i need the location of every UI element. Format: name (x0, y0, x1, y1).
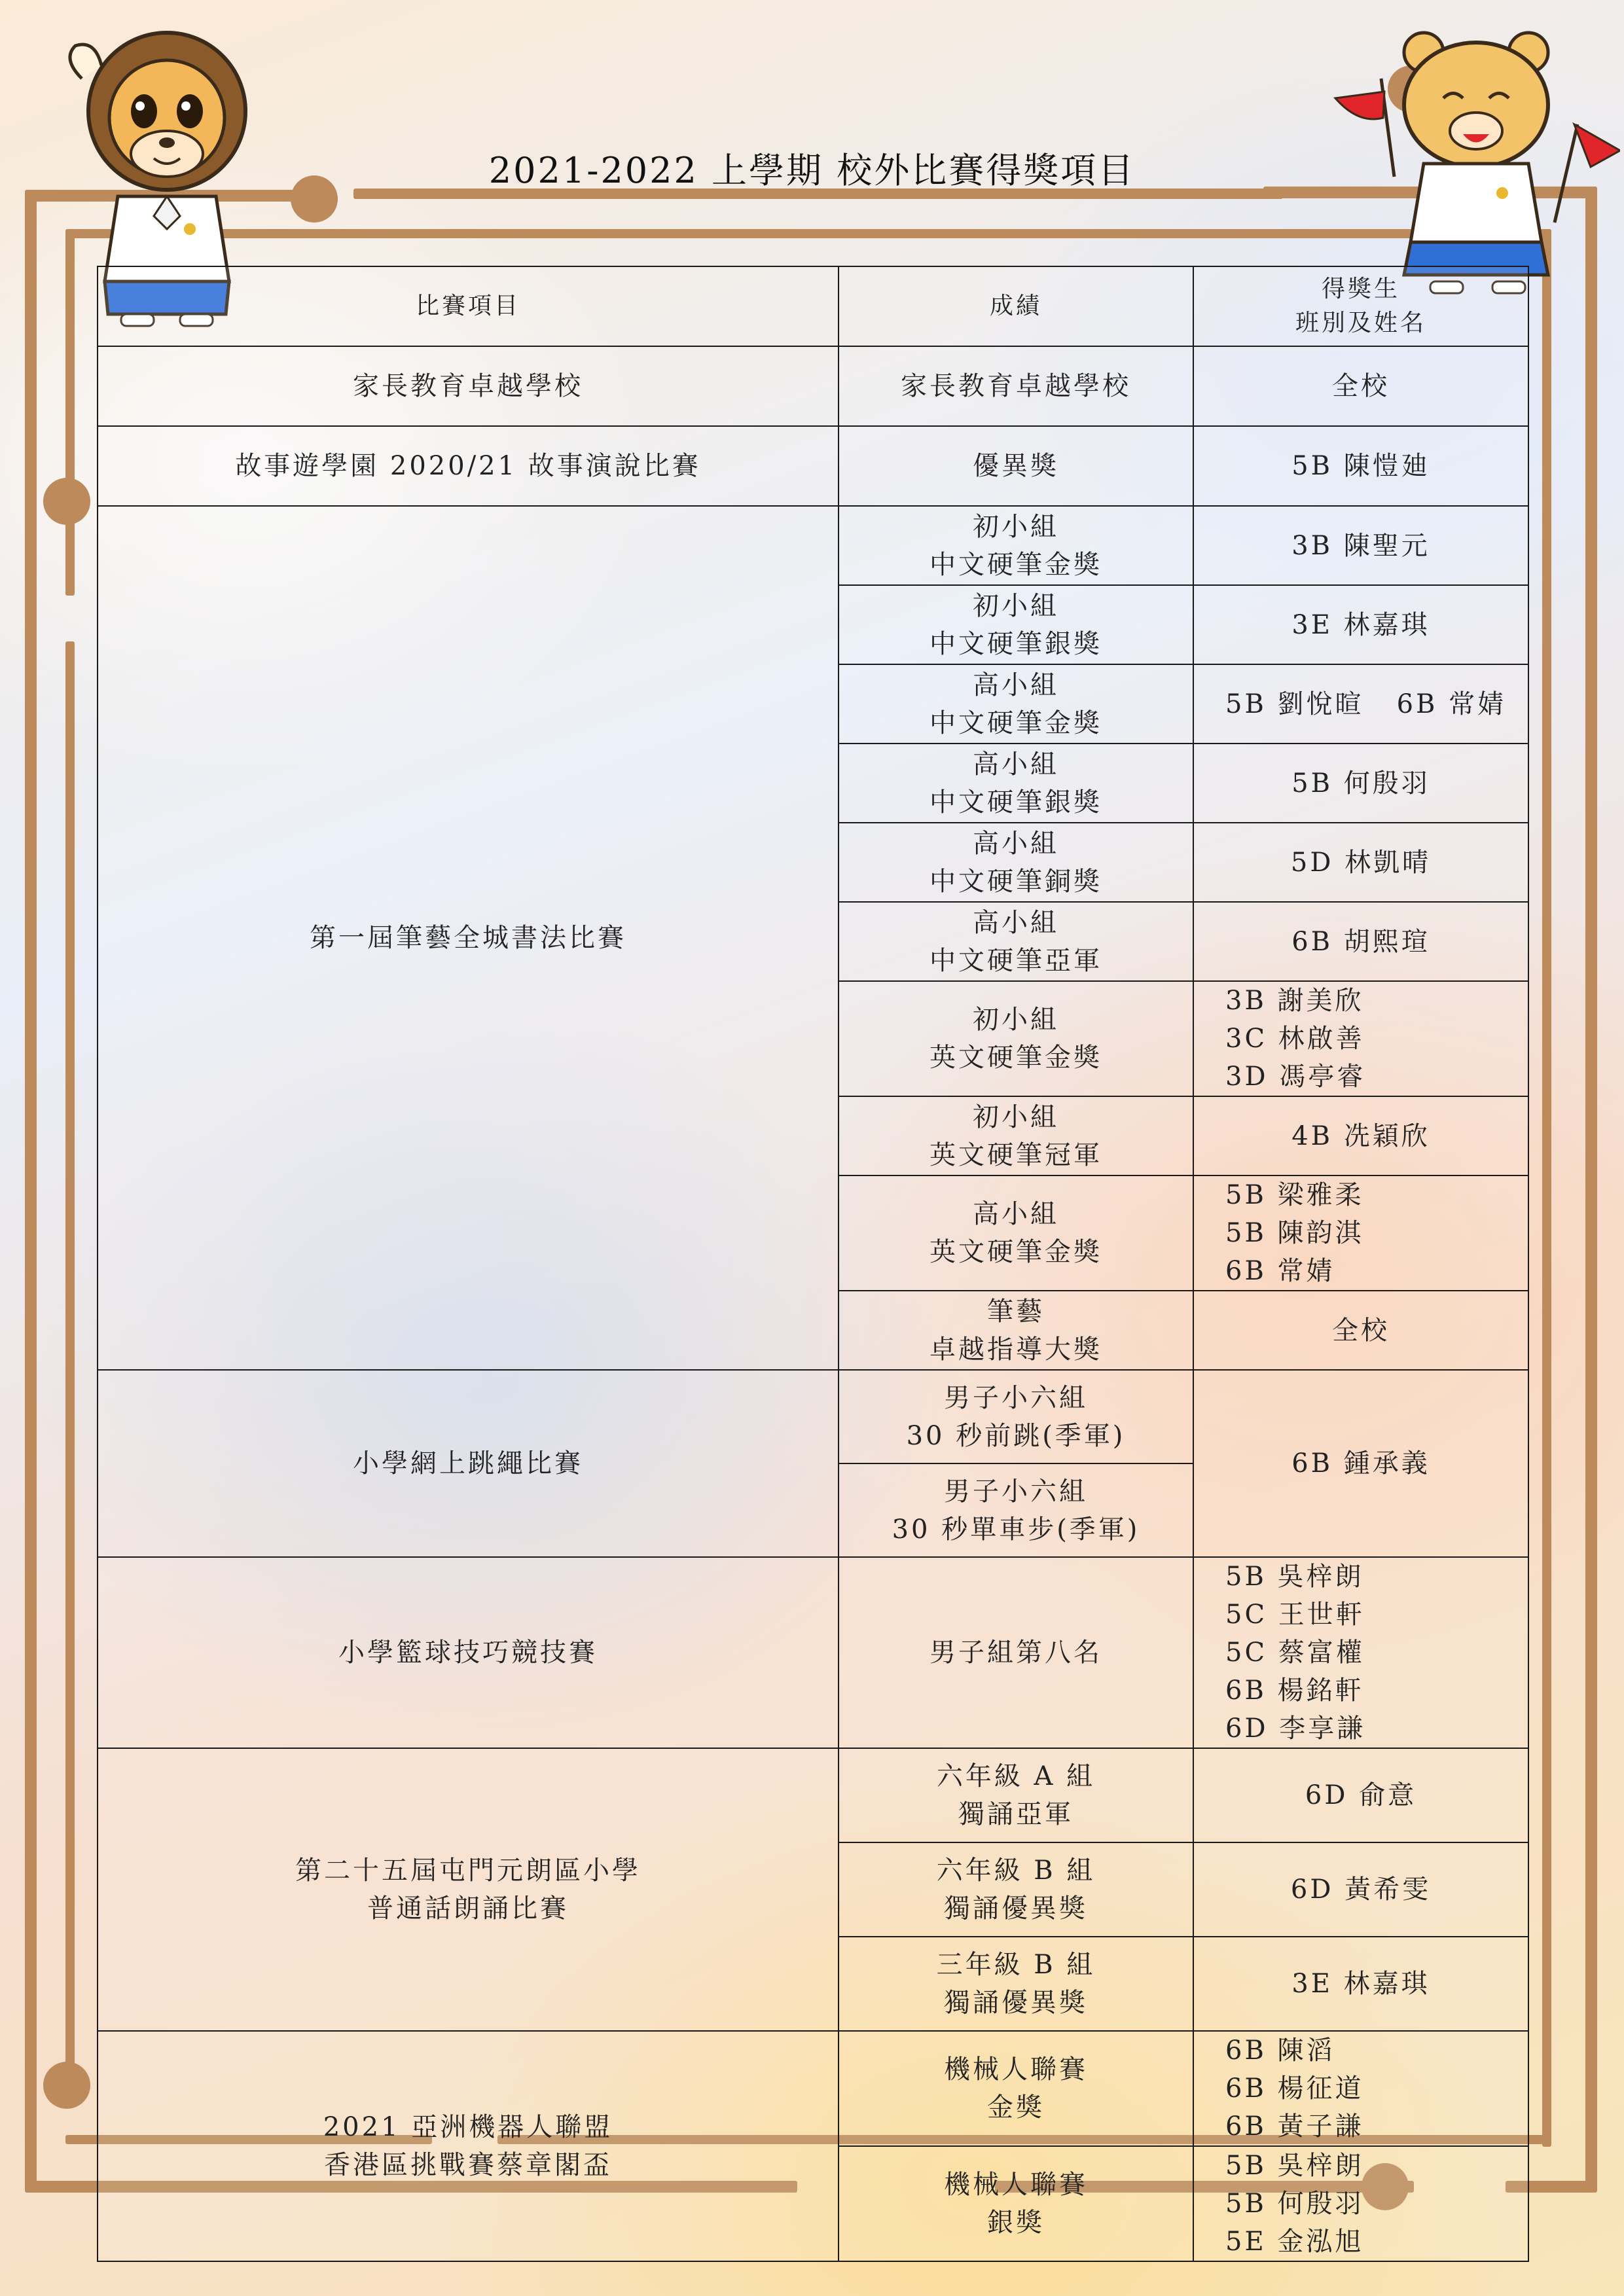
result-cell: 六年級 B 組 獨誦優異獎 (839, 1842, 1193, 1937)
result-cell: 優異獎 (839, 426, 1193, 506)
winner-cell: 5D 林凱晴 (1193, 823, 1528, 902)
result-cell: 初小組 中文硬筆銀獎 (839, 585, 1193, 664)
table-row (98, 346, 1528, 426)
competition-cell: 故事遊學園 2020/21 故事演說比賽 (98, 426, 839, 506)
header-result: 成績 (839, 266, 1193, 346)
header-winner: 得獎生 班別及姓名 (1193, 266, 1528, 346)
result-cell: 六年級 A 組 獨誦亞軍 (839, 1748, 1193, 1842)
page-title: 2021-2022 上學期 校外比賽得獎項目 (488, 150, 1136, 191)
result-cell: 高小組 中文硬筆亞軍 (839, 902, 1193, 981)
winner-cell: 3E 林嘉琪 (1193, 1937, 1528, 2031)
winner-cell: 全校 (1193, 1291, 1528, 1370)
result-cell: 初小組 中文硬筆金獎 (839, 506, 1193, 585)
winner-cell: 5B 何殷羽 (1193, 744, 1528, 823)
result-cell: 高小組 英文硬筆金獎 (839, 1175, 1193, 1291)
winner-cell: 5B 陳愷廸 (1193, 426, 1528, 506)
result-cell: 機械人聯賽 銀獎 (839, 2146, 1193, 2261)
winner-cell: 3B 陳聖元 (1193, 506, 1528, 585)
awards-table (97, 266, 1529, 2262)
result-cell: 機械人聯賽 金獎 (839, 2031, 1193, 2146)
result-cell: 高小組 中文硬筆金獎 (839, 664, 1193, 744)
winner-cell: 5B 吳梓朗5C 王世軒 5C 蔡富權6B 楊銘軒 6D 李享謙 (1193, 1557, 1528, 1748)
result-cell: 初小組 英文硬筆金獎 (839, 981, 1193, 1096)
header-competition: 比賽項目 (98, 266, 839, 346)
winner-cell: 5B 劉悅暄 6B 常婧 (1193, 664, 1528, 744)
result-cell: 男子小六組 30 秒單車步(季軍) (839, 1463, 1193, 1557)
result-cell: 男子小六組 30 秒前跳(季軍) (839, 1370, 1193, 1463)
table-row (98, 2031, 1528, 2146)
result-cell: 初小組 英文硬筆冠軍 (839, 1096, 1193, 1175)
result-cell: 男子組第八名 (839, 1557, 1193, 1748)
competition-cell: 小學籃球技巧競技賽 (98, 1557, 839, 1748)
result-cell: 高小組 中文硬筆銅獎 (839, 823, 1193, 902)
winner-cell: 6D 黃希雯 (1193, 1842, 1528, 1937)
competition-cell: 第一屆筆藝全城書法比賽 (98, 506, 839, 1370)
table-row (98, 1370, 1528, 1463)
winner-cell: 6B 陳滔6B 楊征道 6B 黃子謙 (1193, 2031, 1528, 2146)
winner-cell: 5B 吳梓朗5B 何殷羽 5E 金泓旭 (1193, 2146, 1528, 2261)
table-header-row (98, 266, 1528, 346)
table-row (98, 1748, 1528, 1842)
result-cell: 高小組 中文硬筆銀獎 (839, 744, 1193, 823)
winner-cell: 6B 胡熙瑄 (1193, 902, 1528, 981)
winner-cell: 全校 (1193, 346, 1528, 426)
table-row (98, 1557, 1528, 1748)
result-cell: 筆藝 卓越指導大獎 (839, 1291, 1193, 1370)
competition-cell: 小學網上跳繩比賽 (98, 1370, 839, 1557)
winner-cell: 6D 俞意 (1193, 1748, 1528, 1842)
table-row (98, 506, 1528, 585)
competition-cell: 家長教育卓越學校 (98, 346, 839, 426)
winner-cell: 4B 冼穎欣 (1193, 1096, 1528, 1175)
winner-cell: 5B 梁雅柔5B 陳韵淇 6B 常婧 (1193, 1175, 1528, 1291)
competition-cell: 第二十五屆屯門元朗區小學 普通話朗誦比賽 (98, 1748, 839, 2031)
table-row (98, 426, 1528, 506)
winner-cell: 3B 謝美欣3C 林啟善 3D 馮亭睿 (1193, 981, 1528, 1096)
winner-cell: 3E 林嘉琪 (1193, 585, 1528, 664)
result-cell: 三年級 B 組 獨誦優異獎 (839, 1937, 1193, 2031)
winner-cell: 6B 鍾承義 (1193, 1370, 1528, 1557)
competition-cell: 2021 亞洲機器人聯盟 香港區挑戰賽蔡章閣盃 (98, 2031, 839, 2261)
result-cell: 家長教育卓越學校 (839, 346, 1193, 426)
